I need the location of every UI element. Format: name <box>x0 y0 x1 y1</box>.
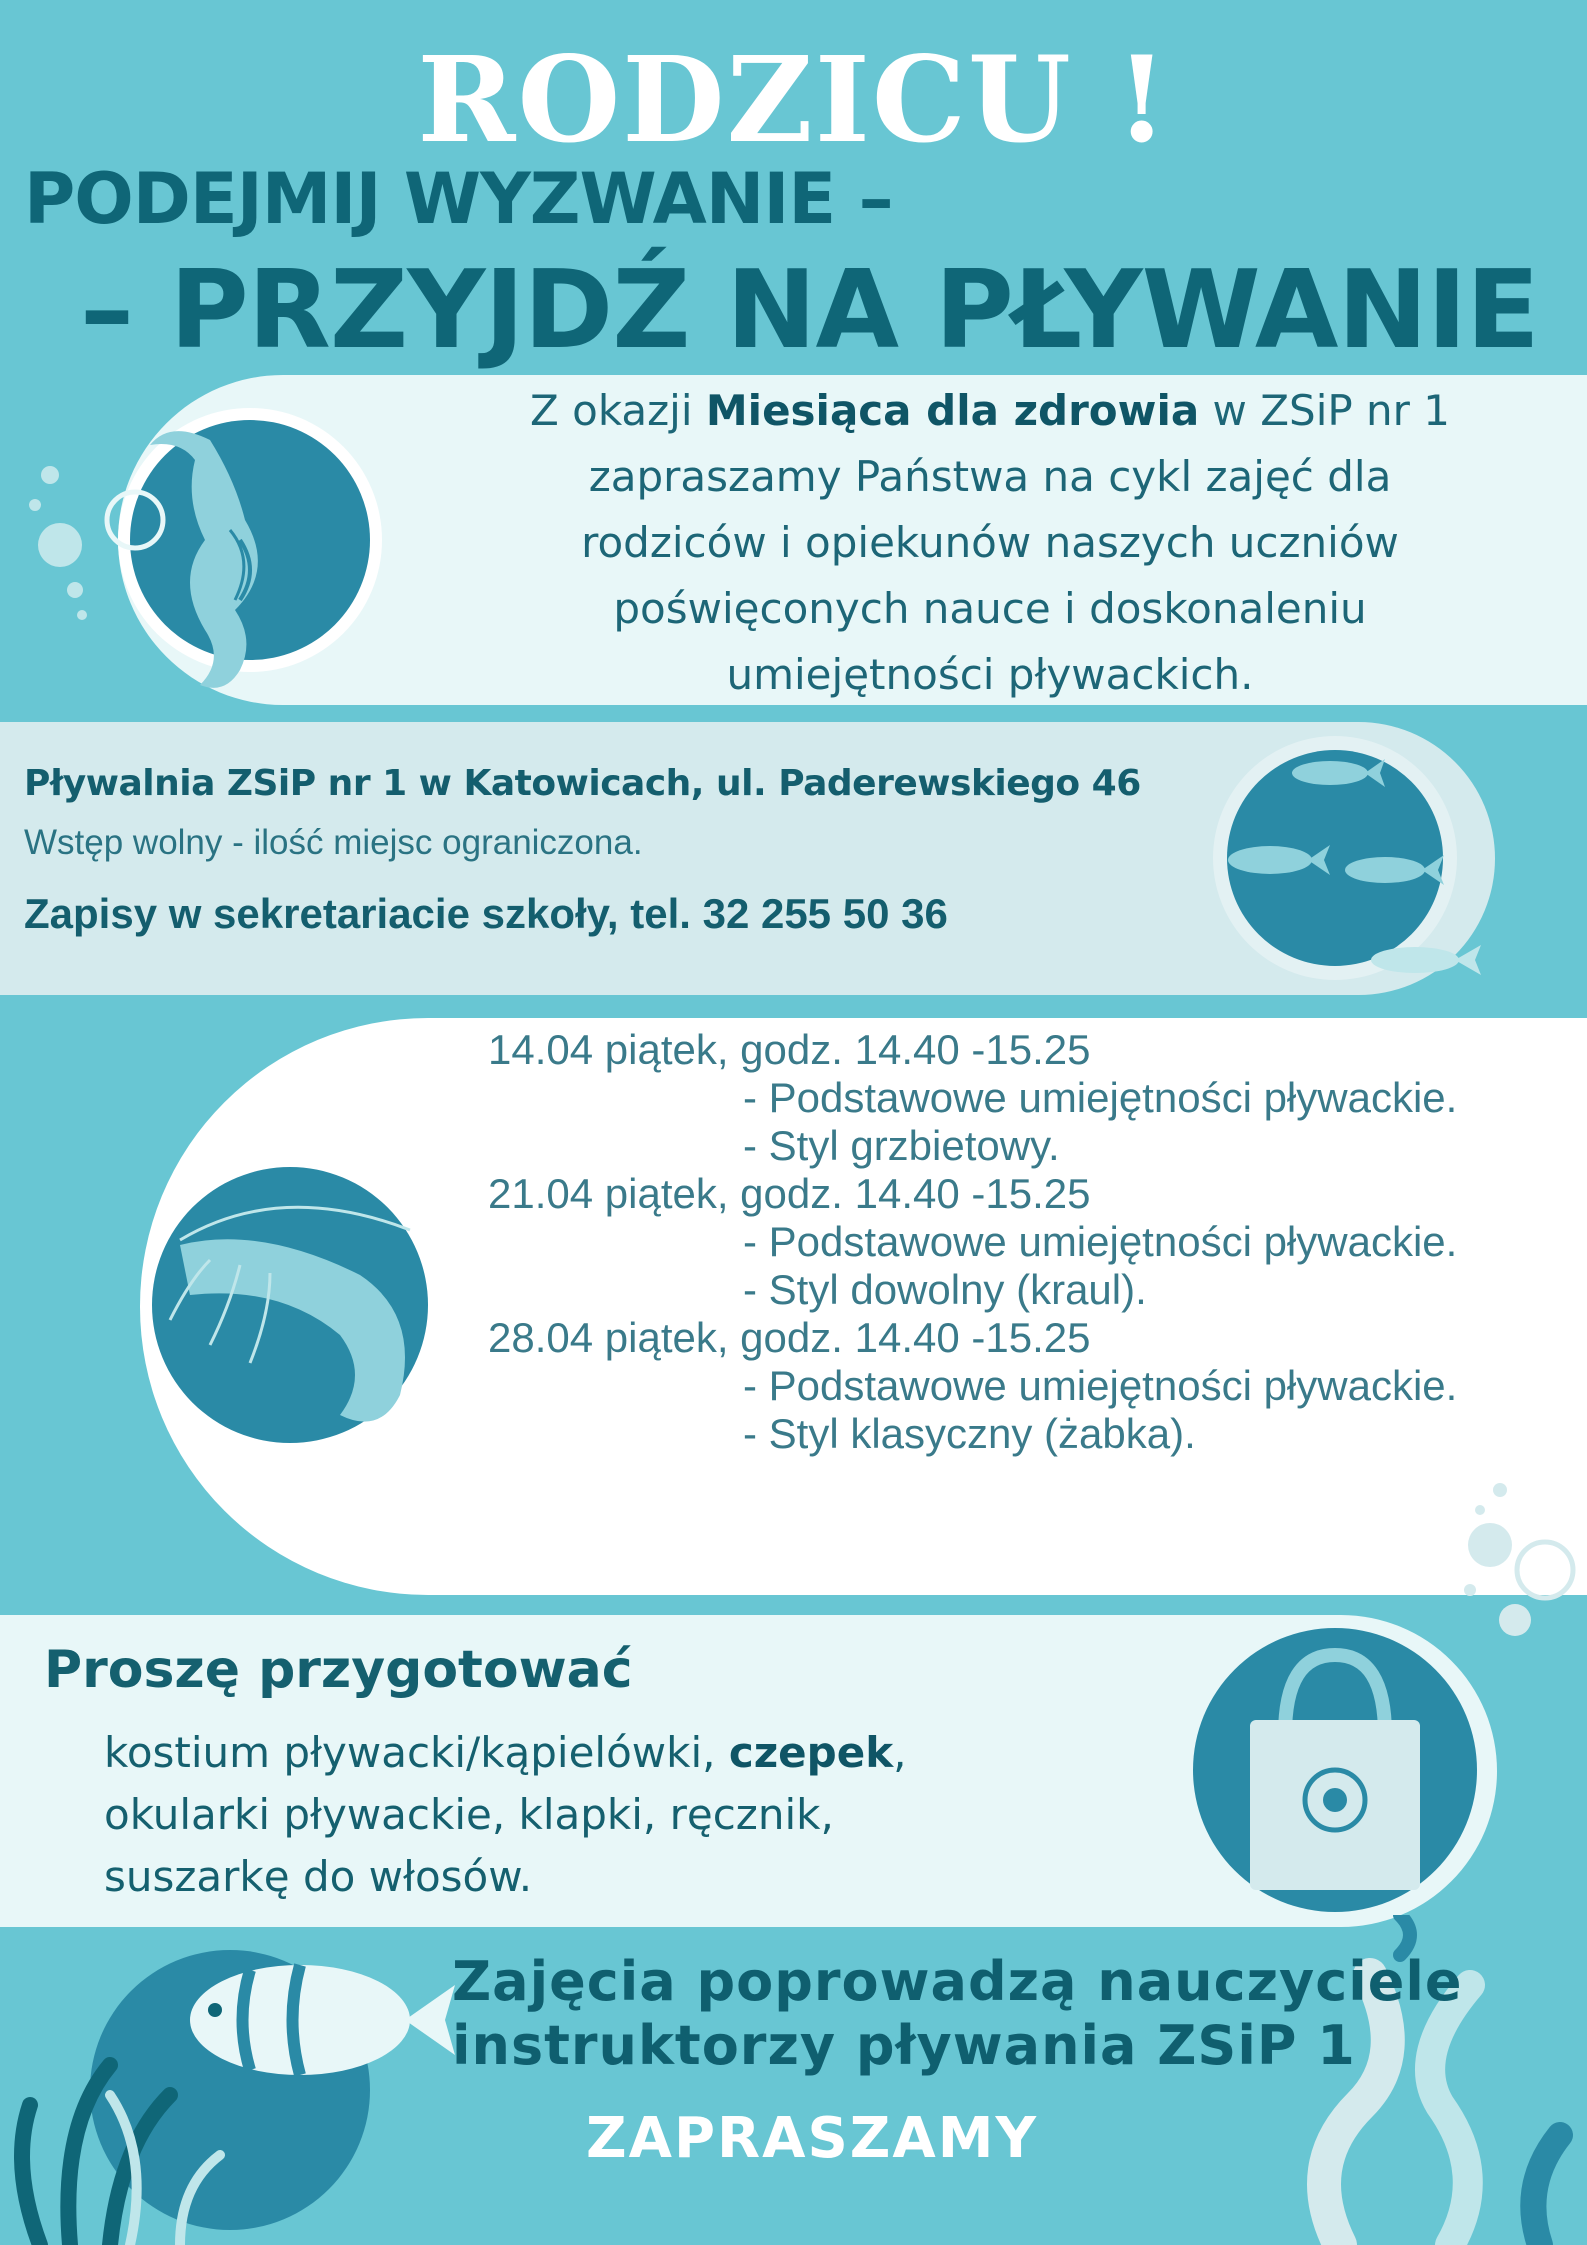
intro-line-4: poświęconych nauce i doskonaleniu <box>613 584 1367 633</box>
intro-text <box>440 378 1540 708</box>
bring-heading: Proszę przygotować <box>44 1640 633 1700</box>
schedule-date: 28.04 piątek, godz. 14.40 -15.25 <box>488 1314 1091 1361</box>
schedule-date: 14.04 piątek, godz. 14.40 -15.25 <box>488 1026 1091 1073</box>
intro-line-2: zapraszamy Państwa na cykl zajęć dla <box>588 452 1392 501</box>
signup-info: Zapisy w sekretariacie szkoły, tel. 32 255 50 36 <box>24 890 948 937</box>
entry-info: Wstęp wolny - ilość miejsc ograniczona. <box>24 823 643 862</box>
clownfish-icon <box>0 1930 460 2245</box>
teachers-line-1: Zajęcia poprowadzą nauczyciele <box>452 1950 1463 2013</box>
schedule-entry-1 <box>488 1026 1457 1170</box>
schedule-item: - Styl grzbietowy. <box>743 1122 1060 1169</box>
schedule-list <box>488 1026 1457 1458</box>
venue-address: Pływalnia ZSiP nr 1 w Katowicach, ul. Paderewskiego 46 <box>24 763 1141 804</box>
intro-line-5: umiejętności pływackich. <box>726 650 1254 699</box>
subtitle-line-2: – PRZYJDŹ NA PŁYWANIE <box>80 248 1539 373</box>
fish-school-icon <box>1200 728 1510 998</box>
schedule-date: 21.04 piątek, godz. 14.40 -15.25 <box>488 1170 1091 1217</box>
bring-line-2: okularki pływackie, klapki, ręcznik, <box>104 1790 834 1839</box>
schedule-item: - Styl klasyczny (żabka). <box>743 1410 1196 1457</box>
intro-highlight: Miesiąca dla zdrowia <box>705 386 1200 435</box>
tote-bag-icon <box>1190 1625 1480 1915</box>
bring-line-3: suszarkę do włosów. <box>104 1852 533 1901</box>
teachers-line-2: instruktorzy pływania ZSiP 1 <box>452 2014 1356 2077</box>
shrimp-icon <box>150 1165 440 1455</box>
schedule-item: - Styl dowolny (kraul). <box>743 1266 1147 1313</box>
schedule-item: - Podstawowe umiejętności pływackie. <box>743 1218 1458 1265</box>
bring-list <box>104 1722 907 1908</box>
subtitle-line-1: PODEJMIJ WYZWANIE – <box>24 158 893 240</box>
intro-line-3: rodziców i opiekunów naszych uczniów <box>581 518 1399 567</box>
teachers-info <box>452 1950 1463 2078</box>
seahorse-icon <box>10 380 410 710</box>
schedule-item: - Podstawowe umiejętności pływackie. <box>743 1074 1458 1121</box>
schedule-item: - Podstawowe umiejętności pływackie. <box>743 1362 1458 1409</box>
bring-line-1: kostium pływacki/kąpielówki, czepek, <box>104 1728 907 1777</box>
bring-cap: czepek <box>728 1728 894 1777</box>
poster-title: RODZICU ! <box>417 30 1170 169</box>
intro-line-1: Z okazji Miesiąca dla zdrowia w ZSiP nr 1 <box>530 386 1450 435</box>
schedule-entry-2 <box>488 1170 1457 1314</box>
invite-text: ZAPRASZAMY <box>586 2106 1039 2171</box>
schedule-entry-3 <box>488 1314 1457 1458</box>
